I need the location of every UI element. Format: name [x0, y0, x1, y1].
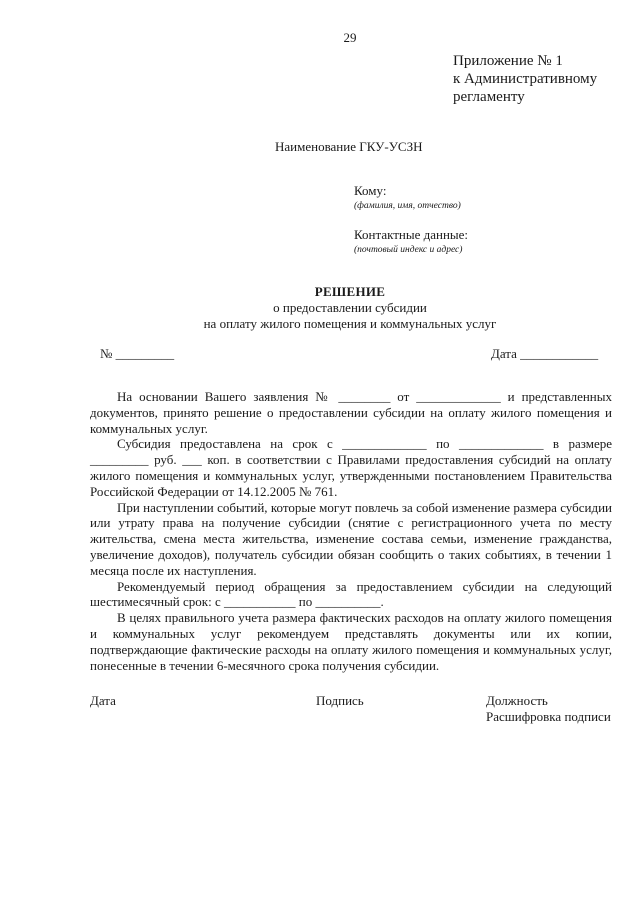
appendix-line-1: Приложение № 1: [453, 53, 563, 69]
decision-date: Дата ____________: [491, 346, 599, 361]
signature-date-label: Дата: [90, 693, 116, 708]
decision-title-line-2: о предоставлении субсидии: [273, 300, 427, 315]
recipient-contact-hint: (почтовый индекс и адрес): [354, 245, 463, 255]
signature-decode-label: Расшифровка подписи: [486, 709, 611, 724]
organization-name: Наименование ГКУ-УСЗН: [275, 139, 423, 154]
appendix-line-3: регламенту: [453, 89, 525, 105]
recipient-to-label: Кому:: [354, 183, 387, 198]
signature-position-label: Должность: [486, 693, 548, 708]
signature-sign-label: Подпись: [316, 693, 364, 708]
body-paragraph-4: Рекомендуемый период обращения за предоставлением субсидии на следующий шестимесячный срок: с ___________ по __________.: [90, 578, 612, 610]
recipient-to-hint: (фамилия, имя, отчество): [354, 201, 461, 211]
body-paragraph-2: Субсидия предоставлена на срок с _____________ по _____________ в размере _________ руб. ___ коп. в соответствии с Правилами предоставления субсидий на оплату жилого помещения и коммунальных услуг, утвержденными постановлением Правительства Российской Федерации от 14.12.2005 № 761.: [90, 436, 612, 499]
decision-title-line-3: на оплату жилого помещения и коммунальных услуг: [203, 316, 497, 331]
body-paragraph-5: В целях правильного учета размера фактических расходов на оплату жилого помещения и коммунальных услуг рекомендуем представлять документы или их копии, подтверждающие фактические расходы на оплату жилого помещения и коммунальных услуг, понесенные в течении 6-месячного срока получения субсидии.: [90, 610, 612, 673]
appendix-heading: [453, 52, 597, 106]
appendix-line-2: к Административному: [453, 71, 598, 87]
recipient-contact-label: Контактные данные:: [354, 227, 469, 242]
recipient-contact: [354, 227, 468, 255]
decision-title: [0, 284, 640, 332]
decision-number: № _________: [100, 346, 175, 361]
decision-title-main: РЕШЕНИЕ: [314, 284, 386, 299]
page-number: 29: [343, 30, 357, 45]
body-paragraph-1: На основании Вашего заявления № ________ от _____________ и представленных документов, принято решение о предоставлении субсидии на оплату жилого помещения и коммунальных услуг.: [90, 389, 612, 436]
body-paragraph-3: При наступлении событий, которые могут повлечь за собой изменение размера субсидии или утрату права на получение субсидии (снятие с регистрационного учета по месту жительства, смена места жительства, изменение состава семьи, изменение гражданства, увеличение доходов), получатель субсидии обязан сообщить о таких событиях, в течении 1 месяца после их наступления.: [90, 499, 612, 578]
decision-body: [90, 389, 612, 673]
recipient-to: [354, 183, 461, 211]
